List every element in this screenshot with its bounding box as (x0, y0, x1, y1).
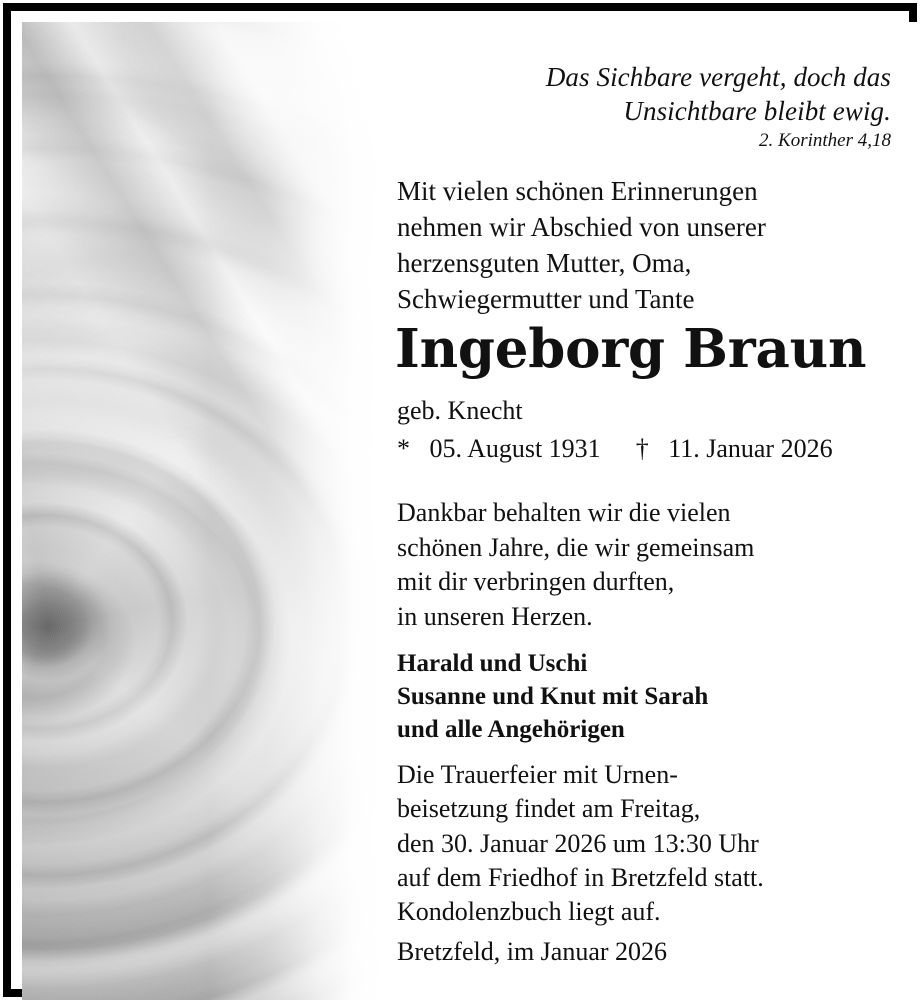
epigraph (386, 60, 891, 128)
service-line-2: beisetzung findet am Freitag, (397, 794, 701, 824)
notice-content (22, 22, 920, 1000)
life-dates (397, 434, 833, 464)
rose-white-fade (22, 22, 382, 1000)
closing-place-and-date: Bretzfeld, im Januar 2026 (397, 937, 668, 966)
verse-line-2: schönen Jahre, die wir gemeinsam (397, 532, 755, 562)
epigraph-reference: 2. Korinther 4,18 (759, 130, 891, 151)
notice-border (3, 3, 917, 997)
service-line-4: auf dem Friedhof in Bretzfeld statt. (397, 862, 764, 892)
family-names (397, 647, 708, 746)
service-details (397, 758, 764, 930)
deceased-name: Ingeborg Braun (395, 318, 867, 380)
intro-line-2: nehmen wir Abschied von unserer (397, 211, 766, 242)
death-date: 11. Januar 2026 (668, 434, 833, 463)
rose-photo (22, 22, 382, 1000)
service-line-3: den 30. Januar 2026 um 13:30 Uhr (397, 828, 759, 858)
intro-paragraph (397, 174, 766, 318)
service-line-1: Die Trauerfeier mit Urnen- (397, 760, 678, 789)
verse-line-4: in unseren Herzen. (397, 601, 593, 631)
text-column (386, 22, 906, 1000)
intro-line-1: Mit vielen schönen Erinnerungen (397, 176, 758, 206)
family-line-3: und alle Angehörigen (397, 716, 625, 743)
family-line-2: Susanne und Knut mit Sarah (397, 683, 709, 710)
service-line-5: Kondolenzbuch liegt auf. (397, 897, 661, 927)
birth-symbol: * (397, 434, 410, 463)
epigraph-line-2: Unsichtbare bleibt ewig. (623, 96, 891, 127)
memorial-verse (397, 496, 754, 634)
verse-line-1: Dankbar behalten wir die vielen (397, 498, 731, 527)
birth-date: 05. August 1931 (429, 434, 601, 463)
intro-line-3: herzensguten Mutter, Oma, (397, 247, 692, 278)
epigraph-line-1: Das Sichbare vergeht, doch das (545, 62, 891, 92)
deceased-maiden-name: geb. Knecht (397, 396, 523, 425)
verse-line-3: mit dir verbringen durften, (397, 567, 675, 597)
family-line-1: Harald und Uschi (397, 650, 588, 677)
death-symbol: † (635, 434, 649, 463)
intro-line-4: Schwiegermutter und Tante (397, 283, 695, 314)
